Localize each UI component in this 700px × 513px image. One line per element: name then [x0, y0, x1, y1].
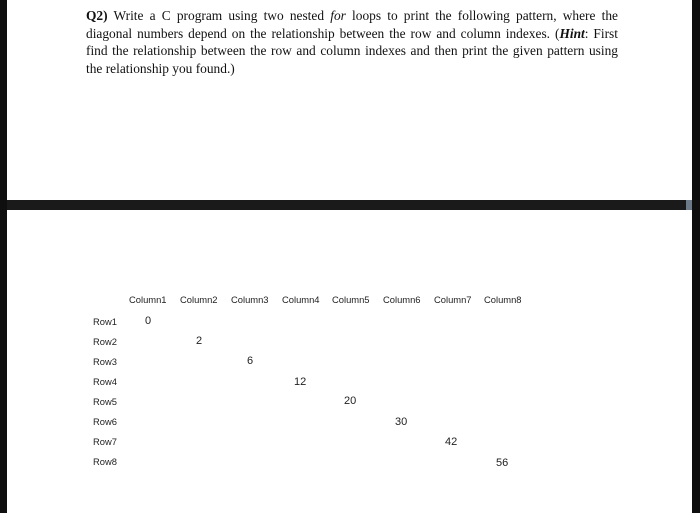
diagonal-cell: 12 [294, 376, 307, 388]
diagonal-cell: 6 [247, 355, 254, 367]
diagonal-cell: 56 [496, 457, 509, 469]
column-header: Column6 [383, 294, 421, 305]
column-header: Column1 [129, 294, 167, 305]
question-text-part2: loops to print the following pattern, where the diagonal numbers depend on the relationship between the row and column indexes. ( [86, 8, 618, 41]
row-label: Row1 [93, 316, 117, 327]
column-header: Column2 [180, 294, 218, 305]
row-label: Row3 [93, 356, 117, 367]
diagonal-cell: 20 [344, 395, 357, 407]
row-label: Row8 [93, 456, 117, 467]
column-header: Column3 [231, 294, 269, 305]
diagonal-cell: 30 [395, 416, 408, 428]
diagonal-cell: 0 [145, 315, 152, 327]
diagonal-cell: 2 [196, 335, 203, 347]
row-label: Row7 [93, 436, 117, 447]
column-header: Column4 [282, 294, 320, 305]
question-for-keyword: for [330, 8, 346, 23]
row-label: Row4 [93, 376, 117, 387]
row-label: Row6 [93, 416, 117, 427]
right-border [692, 0, 700, 513]
divider-bar [7, 200, 692, 210]
question-text [86, 7, 618, 77]
diagonal-cell: 42 [445, 436, 458, 448]
column-header: Column7 [434, 294, 472, 305]
pattern-table [0, 210, 692, 513]
question-text-part1: Write a C program using two nested [107, 8, 331, 23]
hint-label: Hint [559, 25, 585, 41]
question-label: Q2) [86, 8, 108, 23]
question-text-part3: : First find the relationship between the row and column indexes and then print the given pattern using the relationship you found.) [86, 25, 618, 76]
row-label: Row5 [93, 396, 117, 407]
row-label: Row2 [93, 336, 117, 347]
scrollbar-thumb [686, 200, 692, 210]
column-header: Column8 [484, 294, 522, 305]
column-header: Column5 [332, 294, 370, 305]
